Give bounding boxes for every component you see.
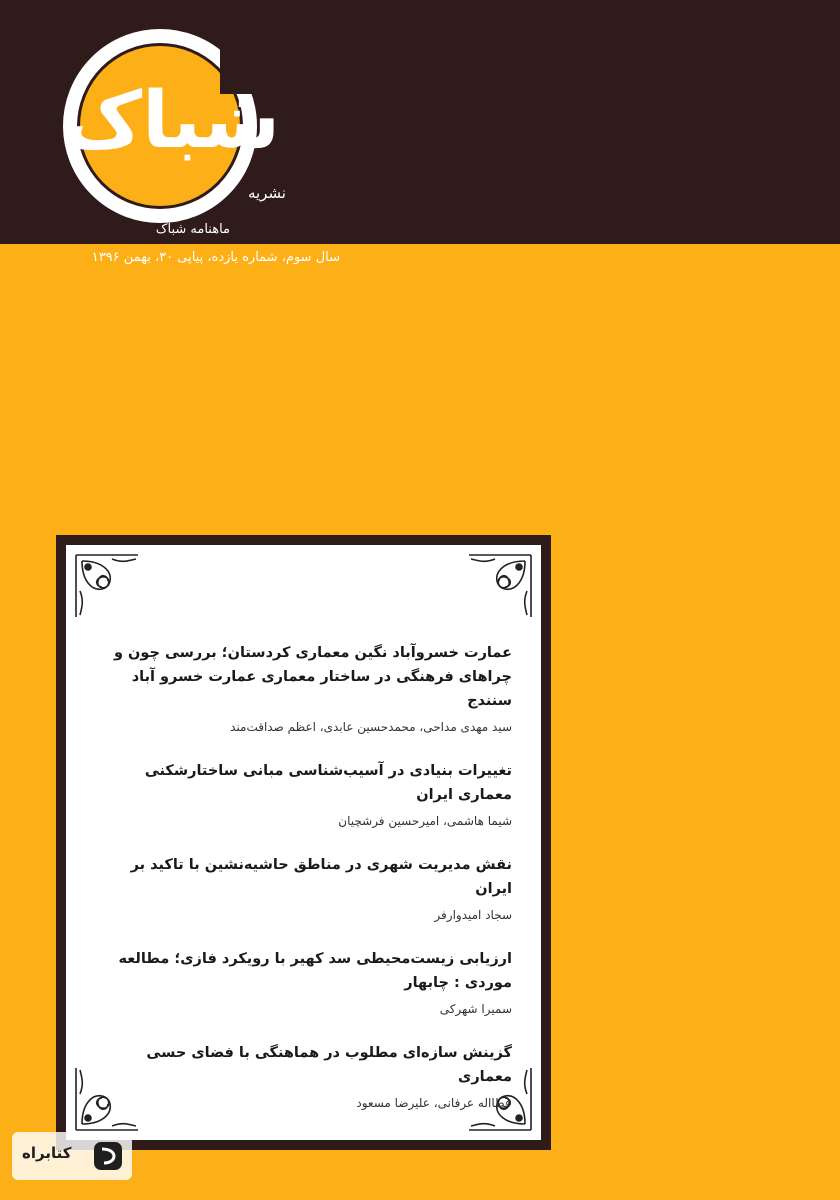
article-item[interactable] — [102, 1041, 512, 1113]
issue-info: سال سوم، شماره یازده، پیاپی ۳۰، بهمن ۱۳۹۶ — [91, 250, 340, 265]
watermark-text: کتابراه — [22, 1144, 72, 1162]
article-item[interactable] — [102, 641, 512, 737]
logo-prefix: نشریه — [247, 184, 286, 202]
article-title: ارزیابی زیست‌محیطی سد کهیر با رویکرد فازی؛ مطالعه موردی : چابهار — [118, 951, 512, 991]
article-title: نقش مدیریت شهری در مناطق حاشیه‌نشین با تاکید بر ایران — [130, 857, 512, 897]
article-item[interactable] — [102, 759, 512, 831]
logo-wordmark: شباک — [62, 76, 280, 166]
article-item[interactable] — [102, 947, 512, 1019]
ornament-corner-icon — [465, 551, 535, 621]
article-item[interactable] — [102, 853, 512, 925]
watermark-badge — [12, 1132, 132, 1180]
contents-frame — [56, 535, 551, 1150]
article-authors: سجاد امیدوارفر — [434, 908, 512, 922]
article-title: عمارت خسروآباد نگین معماری کردستان؛ بررسی چون و چراهای فرهنگی در ساختار معماری عمارت خسرو آباد سنندج — [113, 645, 512, 709]
article-title: تغییرات بنیادی در آسیب‌شناسی مبانی ساختارشکنی معماری ایران — [144, 763, 512, 803]
article-title: گزینش سازه‌ای مطلوب در هماهنگی با فضای حسی معماری — [146, 1045, 512, 1085]
magazine-subtitle: ماهنامه شباک — [155, 222, 230, 237]
ketabrah-logo-icon — [92, 1140, 124, 1172]
contents-panel — [66, 545, 541, 1140]
ornament-corner-icon — [72, 551, 142, 621]
masthead-band — [0, 0, 840, 244]
article-authors: عطااله عرفانی، علیرضا مسعود — [356, 1096, 512, 1110]
article-authors: شیما هاشمی، امیرحسین فرشچیان — [338, 814, 512, 828]
article-authors: سید مهدی مداحی، محمدحسین عابدی، اعظم صداقت‌مند — [230, 720, 512, 734]
table-of-contents — [102, 641, 512, 1135]
article-authors: سمیرا شهرکی — [439, 1002, 512, 1016]
